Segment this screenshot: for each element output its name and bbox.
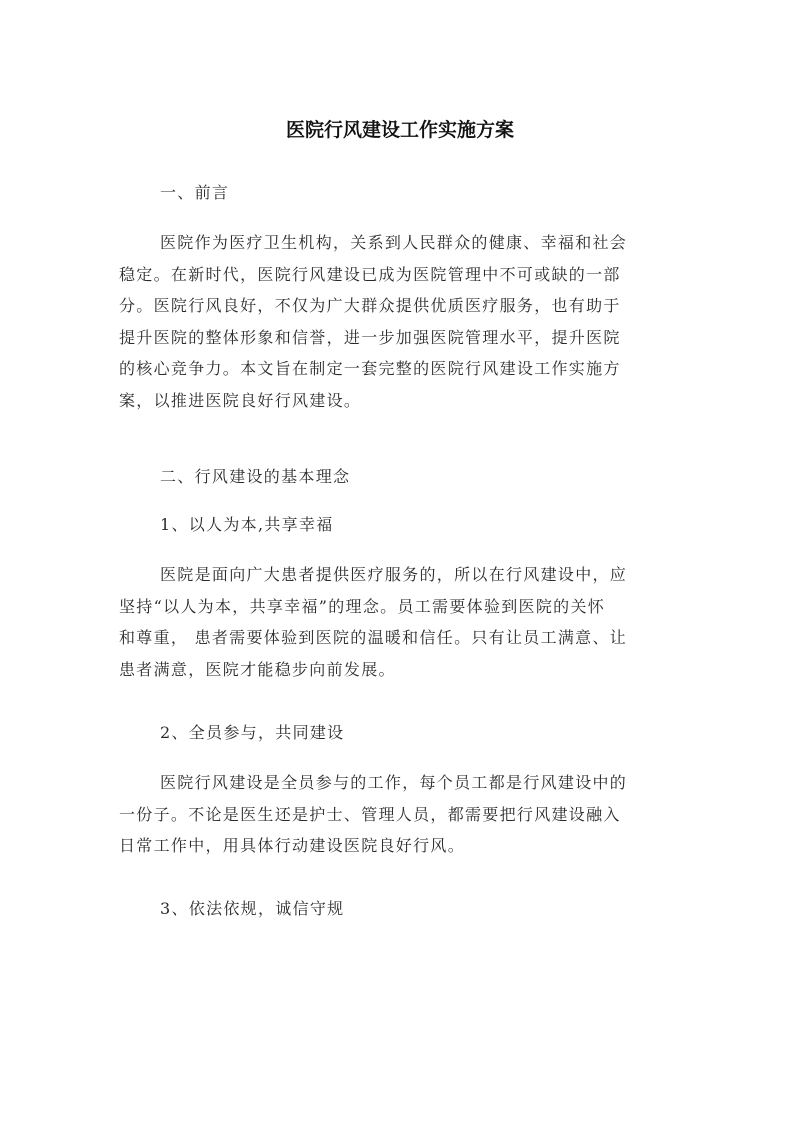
paragraph-line: 日常工作中，用具体行动建设医院良好行风。 (119, 836, 466, 855)
document-title: 医院行风建设工作实施方案 (285, 119, 514, 141)
paragraph-line: 提升医院的整体形象和信誉，进一步加强医院管理水平，提升医院 (119, 327, 621, 347)
paragraph-line: 医院是面向广大患者提供医疗服务的，所以在行风建设中，应 (160, 565, 628, 584)
paragraph-line: 坚持“以人为本，共享幸福”的理念。员工需要体验到医院的关怀 (119, 596, 606, 616)
paragraph-line: 医院行风建设是全员参与的工作，每个员工都是行风建设中的 (160, 773, 628, 792)
subsection-heading-all-participate: 2、全员参与，共同建设 (160, 723, 345, 742)
section-heading-preface: 一、前言 (160, 183, 230, 202)
section-heading-principles: 二、行风建设的基本理念 (160, 467, 351, 486)
paragraph-all-participate (119, 767, 682, 862)
paragraph-line: 分。医院行风良好，不仅为广大群众提供优质医疗服务，也有助于 (119, 296, 621, 315)
subsection-heading-people-first: 1、以人为本,共享幸福 (160, 515, 334, 534)
paragraph-line: 医院作为医疗卫生机构，关系到人民群众的健康、幸福和社会 (160, 233, 628, 252)
paragraph-line: 患者满意，医院才能稳步向前发展。 (119, 659, 396, 679)
subsection-heading-law-integrity: 3、依法依规，诚信守规 (160, 899, 345, 918)
paragraph-line: 案，以推进医院良好行风建设。 (119, 390, 362, 410)
paragraph-line: 的核心竞争力。本文旨在制定一套完整的医院行风建设工作实施方 (119, 359, 621, 378)
paragraph-line: 和尊重， 患者需要体验到医院的温暖和信任。只有让员工满意、让 (119, 628, 628, 647)
paragraph-line: 一份子。不论是医生还是护士、管理人员，都需要把行风建设融入 (119, 804, 621, 824)
paragraph-preface (119, 227, 682, 416)
paragraph-line: 稳定。在新时代，医院行风建设已成为医院管理中不可或缺的一部 (119, 264, 621, 284)
paragraph-people-first (119, 559, 682, 685)
